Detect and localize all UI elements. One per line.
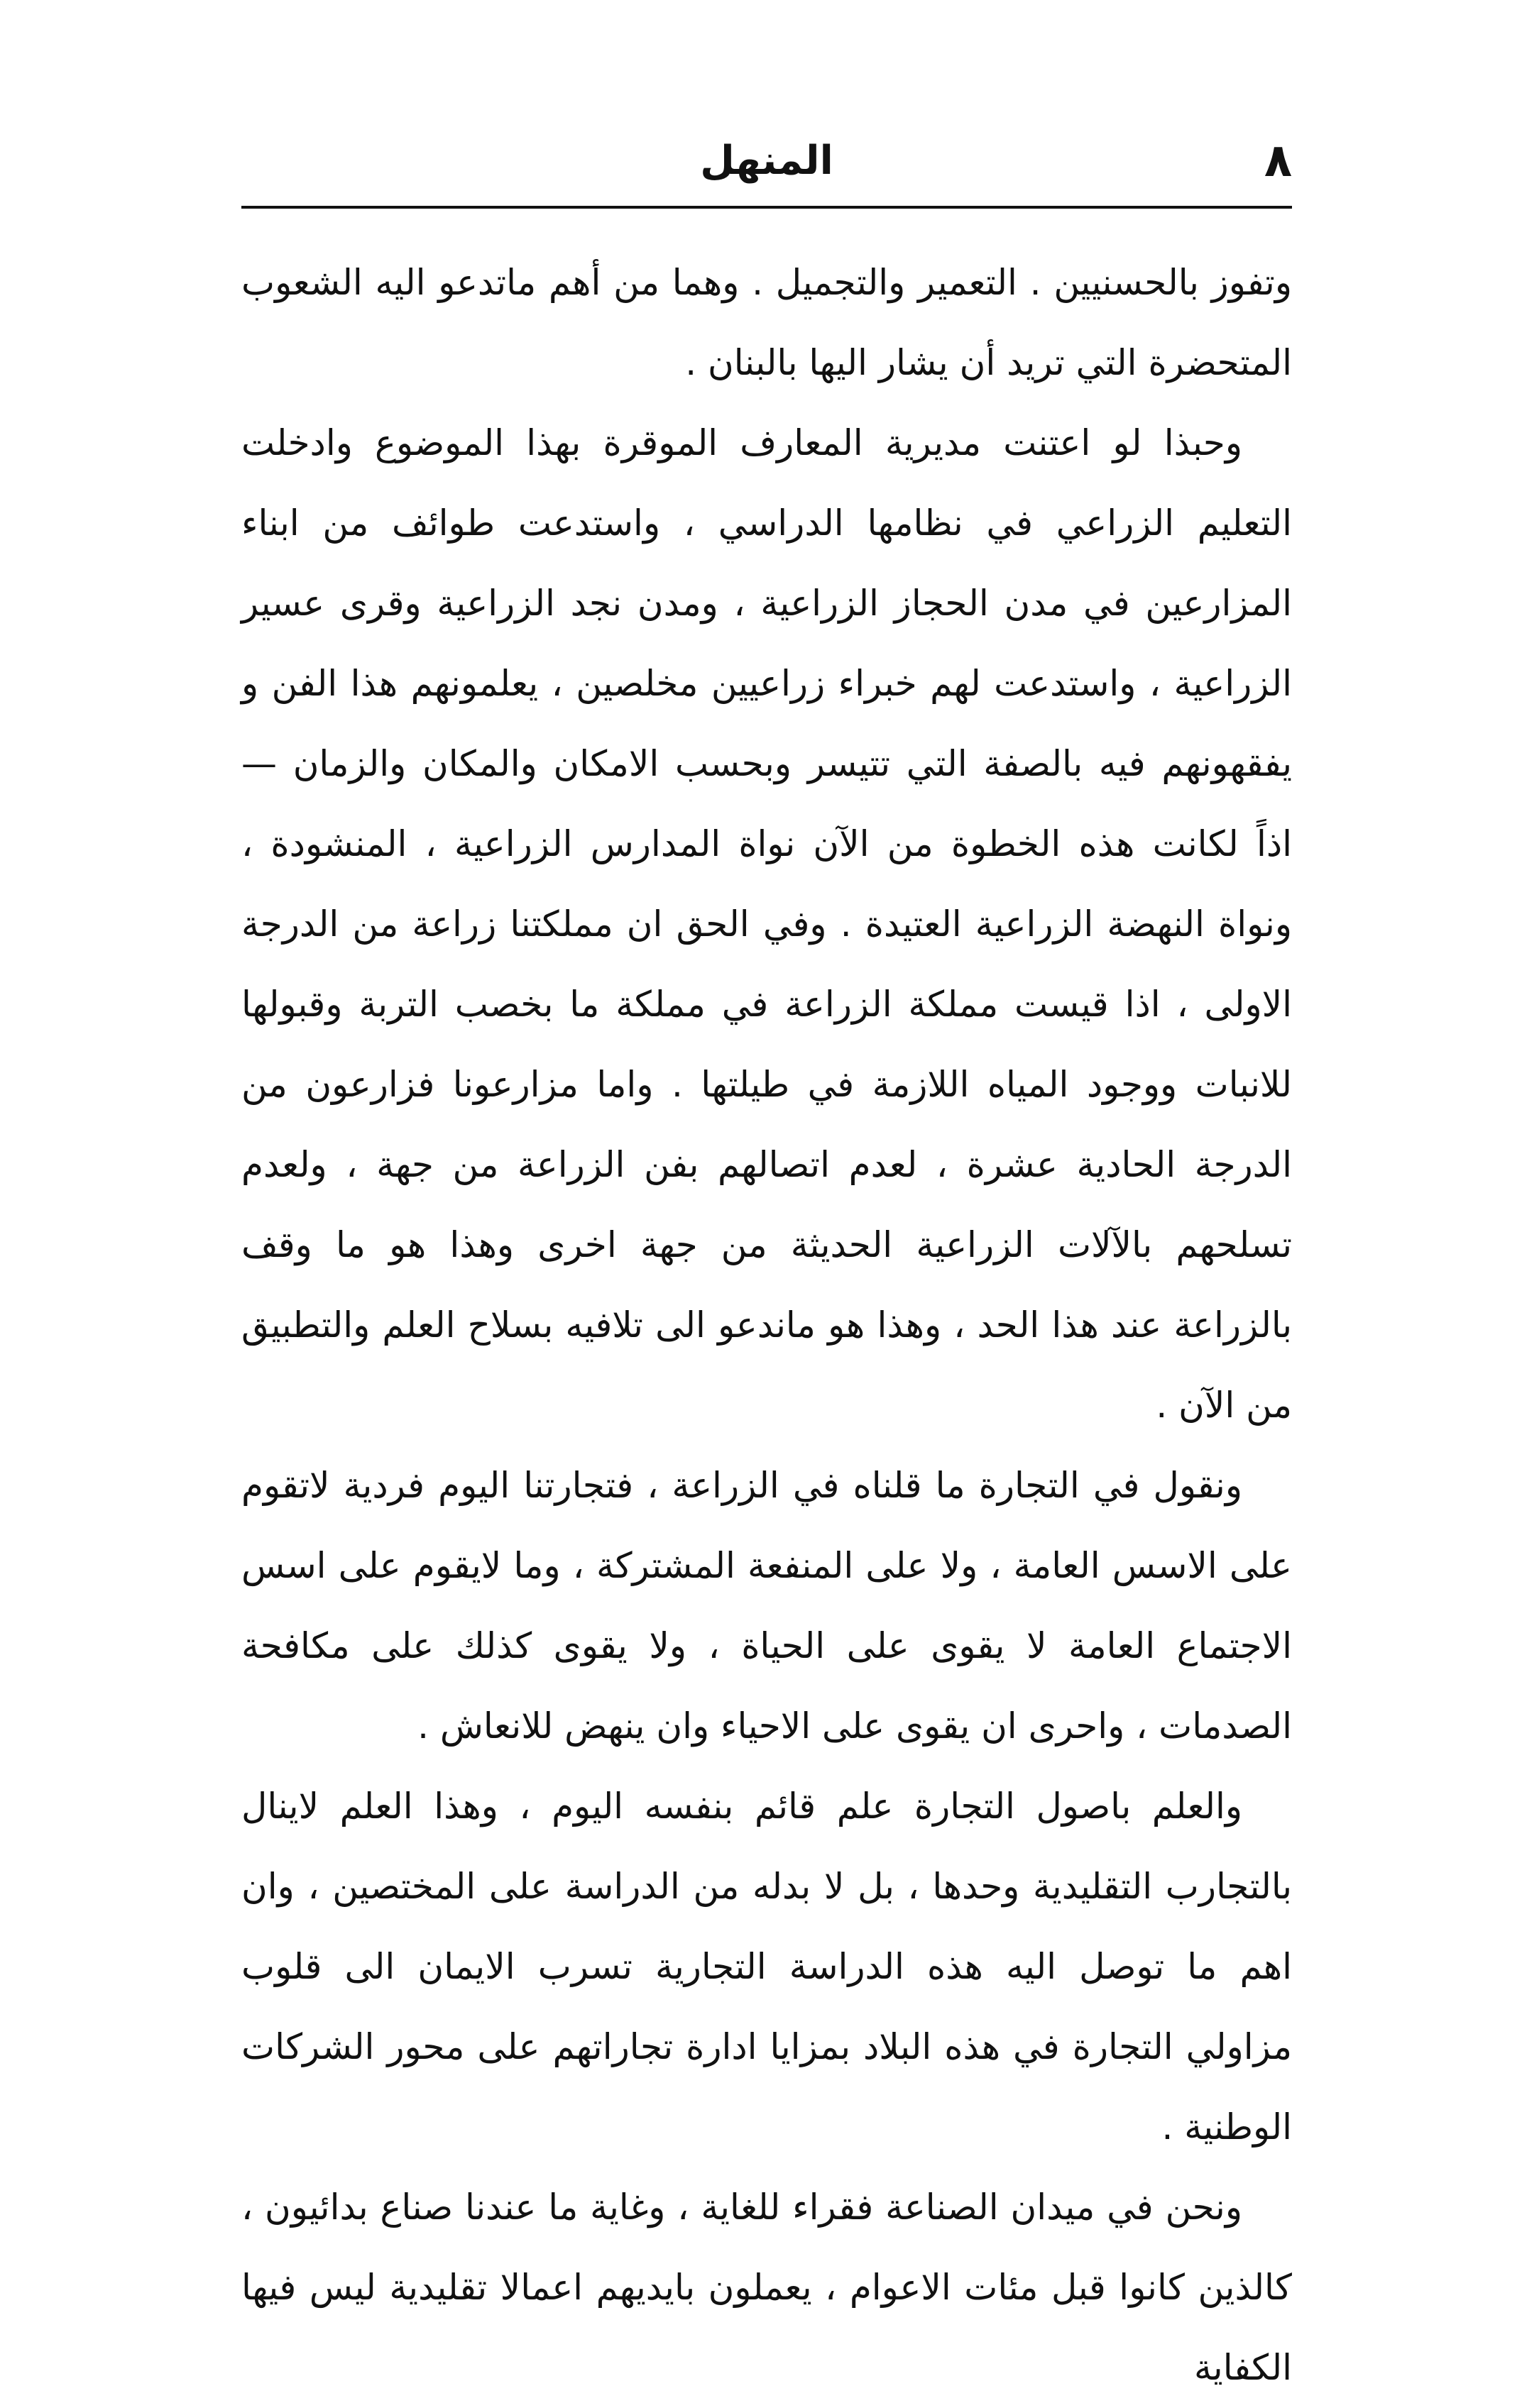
- paragraph: ونقول في التجارة ما قلناه في الزراعة ، فتجارتنا اليوم فردية لاتقوم على الاسس العامة ، ولا على المنفعة المشتركة ، وما لايقوم على اسس الاجتماع العامة لا يقوى على الحياة ، ولا يقوى كذلك على مكافحة الصدمات ، واحرى ان يقوى على الاحياء وان ينهض للانعاش .: [241, 1465, 1292, 1747]
- paragraph: وحبذا لو اعتنت مديرية المعارف الموقرة بهذا الموضوع وادخلت التعليم الزراعي في نظامها الدراسي ، واستدعت طوائف من ابناء المزارعين في مدن الحجاز الزراعية ، ومدن نجد الزراعية وقرى عسير الزراعية ، واستدعت لهم خبراء زراعيين مخلصين ، يعلمونهم هذا الفن و يفقهونهم فيه بالصفة التي تتيسر وبحسب الامكان والمكان والزمان — اذاً لكانت هذه الخطوة من الآن نواة المدارس الزراعية ، المنشودة ، ونواة النهضة الزراعية العتيدة . وفي الحق ان مملكتنا زراعة من الدرجة الاولى ، اذا قيست مملكة الزراعة في مملكة ما بخصب التربة وقبولها للانبات ووجود المياه اللازمة في طيلتها . واما مزارعونا فزارعون من الدرجة الحادية عشرة ، لعدم اتصالهم بفن الزراعة من جهة ، ولعدم تسلحهم بالآلات الزراعية الحديثة من جهة اخرى وهذا هو ما وقف بالزراعة عند هذا الحد ، وهذا هو ماندعو الى تلافيه بسلاح العلم والتطبيق من الآن .: [241, 422, 1292, 1426]
- paragraph: والعلم باصول التجارة علم قائم بنفسه اليوم ، وهذا العلم لاينال بالتجارب التقليدية وحدها ، بل لا بدله من الدراسة على المختصين ، وان اهم ما توصل اليه هذه الدراسة التجارية تسرب الايمان الى قلوب مزاولي التجارة في هذه البلاد بمزايا ادارة تجاراتهم على محور الشركات الوطنية .: [241, 1786, 1292, 2148]
- paragraph: وتفوز بالحسنيين . التعمير والتجميل . وهما من أهم ماتدعو اليه الشعوب المتحضرة التي تريد أن يشار اليها بالبنان .: [241, 262, 1292, 383]
- journal-title: المنهل: [700, 138, 833, 184]
- article-body: [241, 243, 1292, 2408]
- page-header: [241, 128, 1292, 209]
- book-page: [241, 128, 1292, 2388]
- paragraph: ونحن في ميدان الصناعة فقراء للغاية ، وغاية ما عندنا صناع بدائيون ، كالذين كانوا قبل مئات الاعوام ، يعملون بايديهم اعمالا تقليدية ليس فيها الكفاية: [241, 2187, 1292, 2388]
- page-number: ٨: [1264, 135, 1292, 187]
